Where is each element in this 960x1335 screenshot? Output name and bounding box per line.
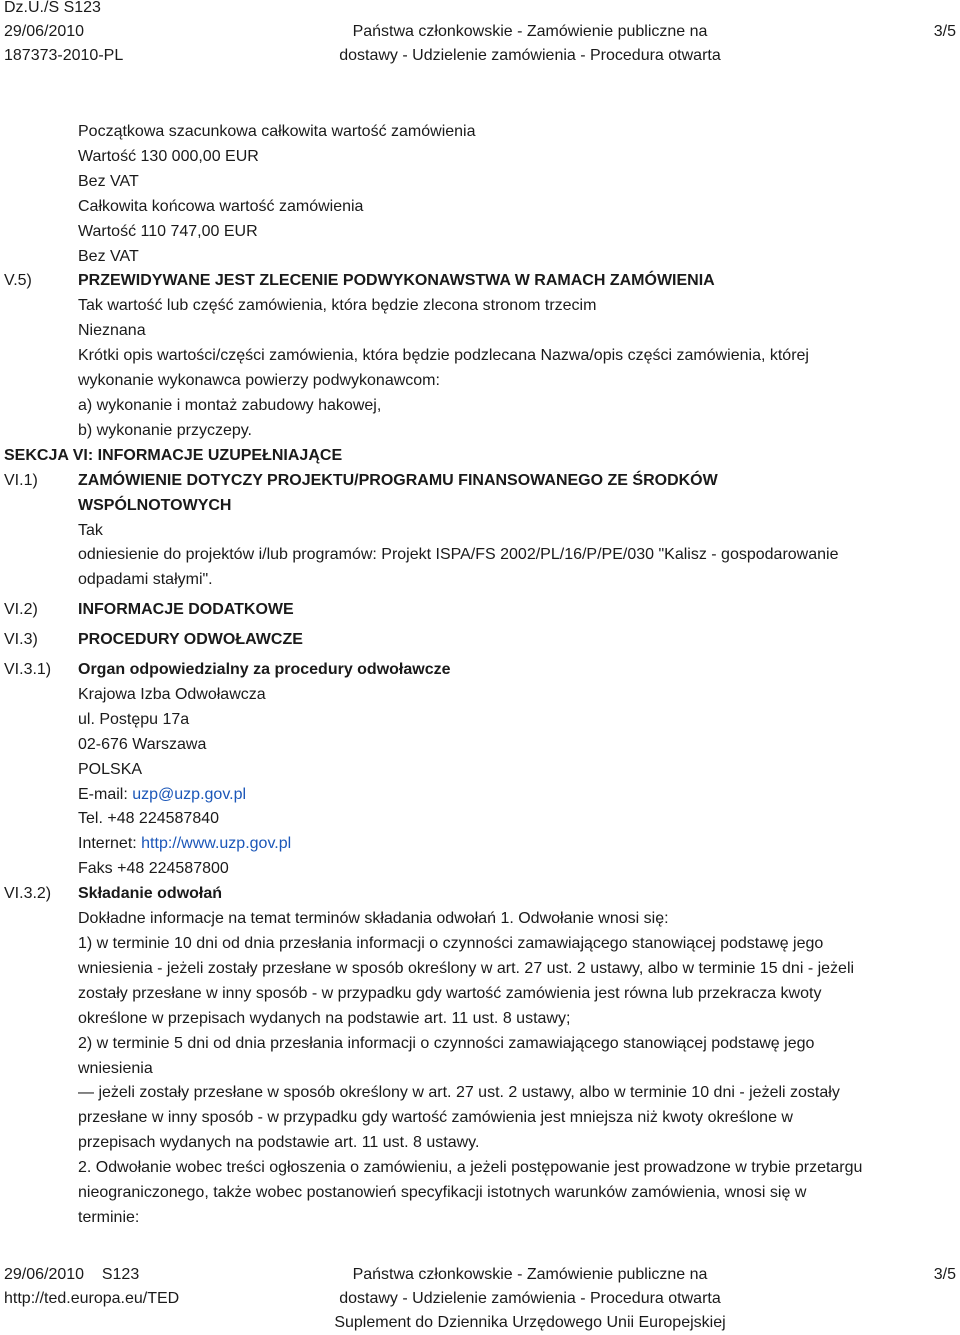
section-number: VI.1) xyxy=(4,471,38,489)
section-heading: Składanie odwołań xyxy=(78,885,223,903)
section-number: V.5) xyxy=(4,272,32,290)
section-vi31 xyxy=(0,658,956,882)
footer-center xyxy=(320,1263,740,1335)
appeal-line: nieograniczonego, także wobec postanowień specyfikacji istotnych warunków zamówienia, wnosi się w xyxy=(78,1184,807,1202)
section-heading: Organ odpowiedzialny za procedury odwoławcze xyxy=(78,661,451,679)
appeal-line: terminie: xyxy=(78,1208,140,1226)
appeal-line: Dokładne informacje na temat terminów składania odwołań 1. Odwołanie wnosi się: xyxy=(78,910,669,928)
appeal-line: przepisach wydanych na podstawie art. 11 ust. 8 ustawy. xyxy=(78,1134,480,1152)
internet-line: Internet: http://www.uzp.gov.pl xyxy=(78,835,292,853)
footer-title-1: Państwa członkowskie - Zamówienie publiczne na xyxy=(352,1266,708,1283)
section-number: VI.2) xyxy=(4,601,38,619)
appeal-line: przesłane w inny sposób - w przypadku gdy wartość zamówienia jest mniejsza niż kwoty określone w xyxy=(78,1109,793,1127)
document-body xyxy=(0,120,956,1231)
footer-date-series: 29/06/2010 S123 xyxy=(4,1266,140,1283)
section-vi3 xyxy=(0,628,956,653)
address-country: POLSKA xyxy=(78,760,143,778)
appeal-line: wniesienia - jeżeli zostały przesłane w sposób określony w art. 27 ust. 2 ustawy, albo w terminie 15 dni - jeżeli xyxy=(78,959,855,977)
section-heading-cont: WSPÓLNOTOWYCH xyxy=(78,496,232,514)
section-vi1 xyxy=(0,469,956,594)
appeal-line: — jeżeli zostały przesłane w sposób określony w art. 27 ust. 2 ustawy, albo w terminie 10 dni - jeżeli zostały xyxy=(78,1084,840,1102)
header-date: 29/06/2010 xyxy=(4,23,85,40)
final-value-label: Całkowita końcowa wartość zamówienia xyxy=(78,197,364,215)
internet-link[interactable]: http://www.uzp.gov.pl xyxy=(141,835,292,853)
email-link[interactable]: uzp@uzp.gov.pl xyxy=(132,785,247,803)
final-value: Wartość 110 747,00 EUR xyxy=(78,222,258,240)
project-reference: odniesienie do projektów i/lub programów: Projekt ISPA/FS 2002/PL/16/P/PE/030 "Kalisz - gospodarowanie xyxy=(78,546,839,564)
header-title-2: dostawy - Udzielenie zamówienia - Procedura otwarta xyxy=(339,47,721,64)
appeal-line: 1) w terminie 10 dni od dnia przesłania informacji o czynności zamawiającego stanowiącej podstawę jego xyxy=(78,935,824,952)
appeal-line: zostały przesłane w inny sposób - w przypadku gdy wartość zamówienia jest równa lub przekracza kwoty xyxy=(78,984,822,1002)
header-ref: Dz.U./S S123 xyxy=(4,0,101,16)
section-number: VI.3.2) xyxy=(4,885,52,903)
header-id: 187373-2010-PL xyxy=(4,47,124,64)
appeal-line: 2. Odwołanie wobec treści ogłoszenia o zamówieniu, a jeżeli postępowanie jest prowadzone w trybie przetargu xyxy=(78,1159,863,1177)
footer-left xyxy=(4,1263,179,1311)
initial-vat: Bez VAT xyxy=(78,172,139,190)
footer-title-2: dostawy - Udzielenie zamówienia - Procedura otwarta xyxy=(339,1290,721,1307)
footer-page: 3/5 xyxy=(933,1266,956,1283)
eu-funding-answer: Tak xyxy=(78,521,103,539)
section-heading: PROCEDURY ODWOŁAWCZE xyxy=(78,631,303,649)
subcontract-line: wykonanie wykonawca powierzy podwykonawcom: xyxy=(78,372,440,390)
section-heading: ZAMÓWIENIE DOTYCZY PROJEKTU/PROGRAMU FINANSOWANEGO ZE ŚRODKÓW xyxy=(78,471,718,489)
subcontract-line: Tak wartość lub część zamówienia, która będzie zlecona stronom trzecim xyxy=(78,297,597,315)
subcontract-line: b) wykonanie przyczepy. xyxy=(78,421,252,439)
address-street: ul. Postępu 17a xyxy=(78,710,190,728)
initial-value: Wartość 130 000,00 EUR xyxy=(78,147,259,165)
project-reference-cont: odpadami stałymi". xyxy=(78,571,213,589)
header-left xyxy=(4,0,123,68)
subcontract-line: a) wykonanie i montaż zabudowy hakowej, xyxy=(78,396,382,414)
header-page: 3/5 xyxy=(933,23,956,40)
subcontract-line: Nieznana xyxy=(78,322,146,340)
header-title-1: Państwa członkowskie - Zamówienie publiczne na xyxy=(352,23,708,40)
section-heading: INFORMACJE DODATKOWE xyxy=(78,601,294,619)
email-line: E-mail: uzp@uzp.gov.pl xyxy=(78,785,247,803)
appeal-line: wniesienia xyxy=(78,1059,153,1077)
section-number: VI.3) xyxy=(4,631,38,649)
final-vat: Bez VAT xyxy=(78,247,139,265)
appeal-line: określone w przepisach wydanych na podstawie art. 11 ust. 8 ustawy; xyxy=(78,1009,571,1027)
section-vi-title: SEKCJA VI: INFORMACJE UZUPEŁNIAJĄCE xyxy=(4,446,343,464)
phone-line: Tel. +48 224587840 xyxy=(78,810,220,828)
footer-url: http://ted.europa.eu/TED xyxy=(4,1290,180,1307)
section-v5 xyxy=(0,269,956,443)
contract-values xyxy=(0,120,956,269)
section-number: VI.3.1) xyxy=(4,661,52,679)
appeal-line: 2) w terminie 5 dni od dnia przesłania informacji o czynności zamawiającego stanowiącej podstawę jego xyxy=(78,1034,815,1052)
body-name: Krajowa Izba Odwoławcza xyxy=(78,685,266,703)
section-heading: PRZEWIDYWANE JEST ZLECENIE PODWYKONAWSTWA W RAMACH ZAMÓWIENIA xyxy=(78,272,715,290)
address-city: 02-676 Warszawa xyxy=(78,735,207,753)
fax-line: Faks +48 224587800 xyxy=(78,860,229,878)
header-center xyxy=(320,0,740,68)
section-vi32 xyxy=(0,882,956,1231)
footer-title-3: Suplement do Dziennika Urzędowego Unii Europejskiej xyxy=(334,1314,726,1331)
initial-value-label: Początkowa szacunkowa całkowita wartość zamówienia xyxy=(78,123,476,140)
section-vi2 xyxy=(0,598,956,623)
subcontract-line: Krótki opis wartości/części zamówienia, która będzie podzlecana Nazwa/opis części zamówienia, której xyxy=(78,347,809,365)
